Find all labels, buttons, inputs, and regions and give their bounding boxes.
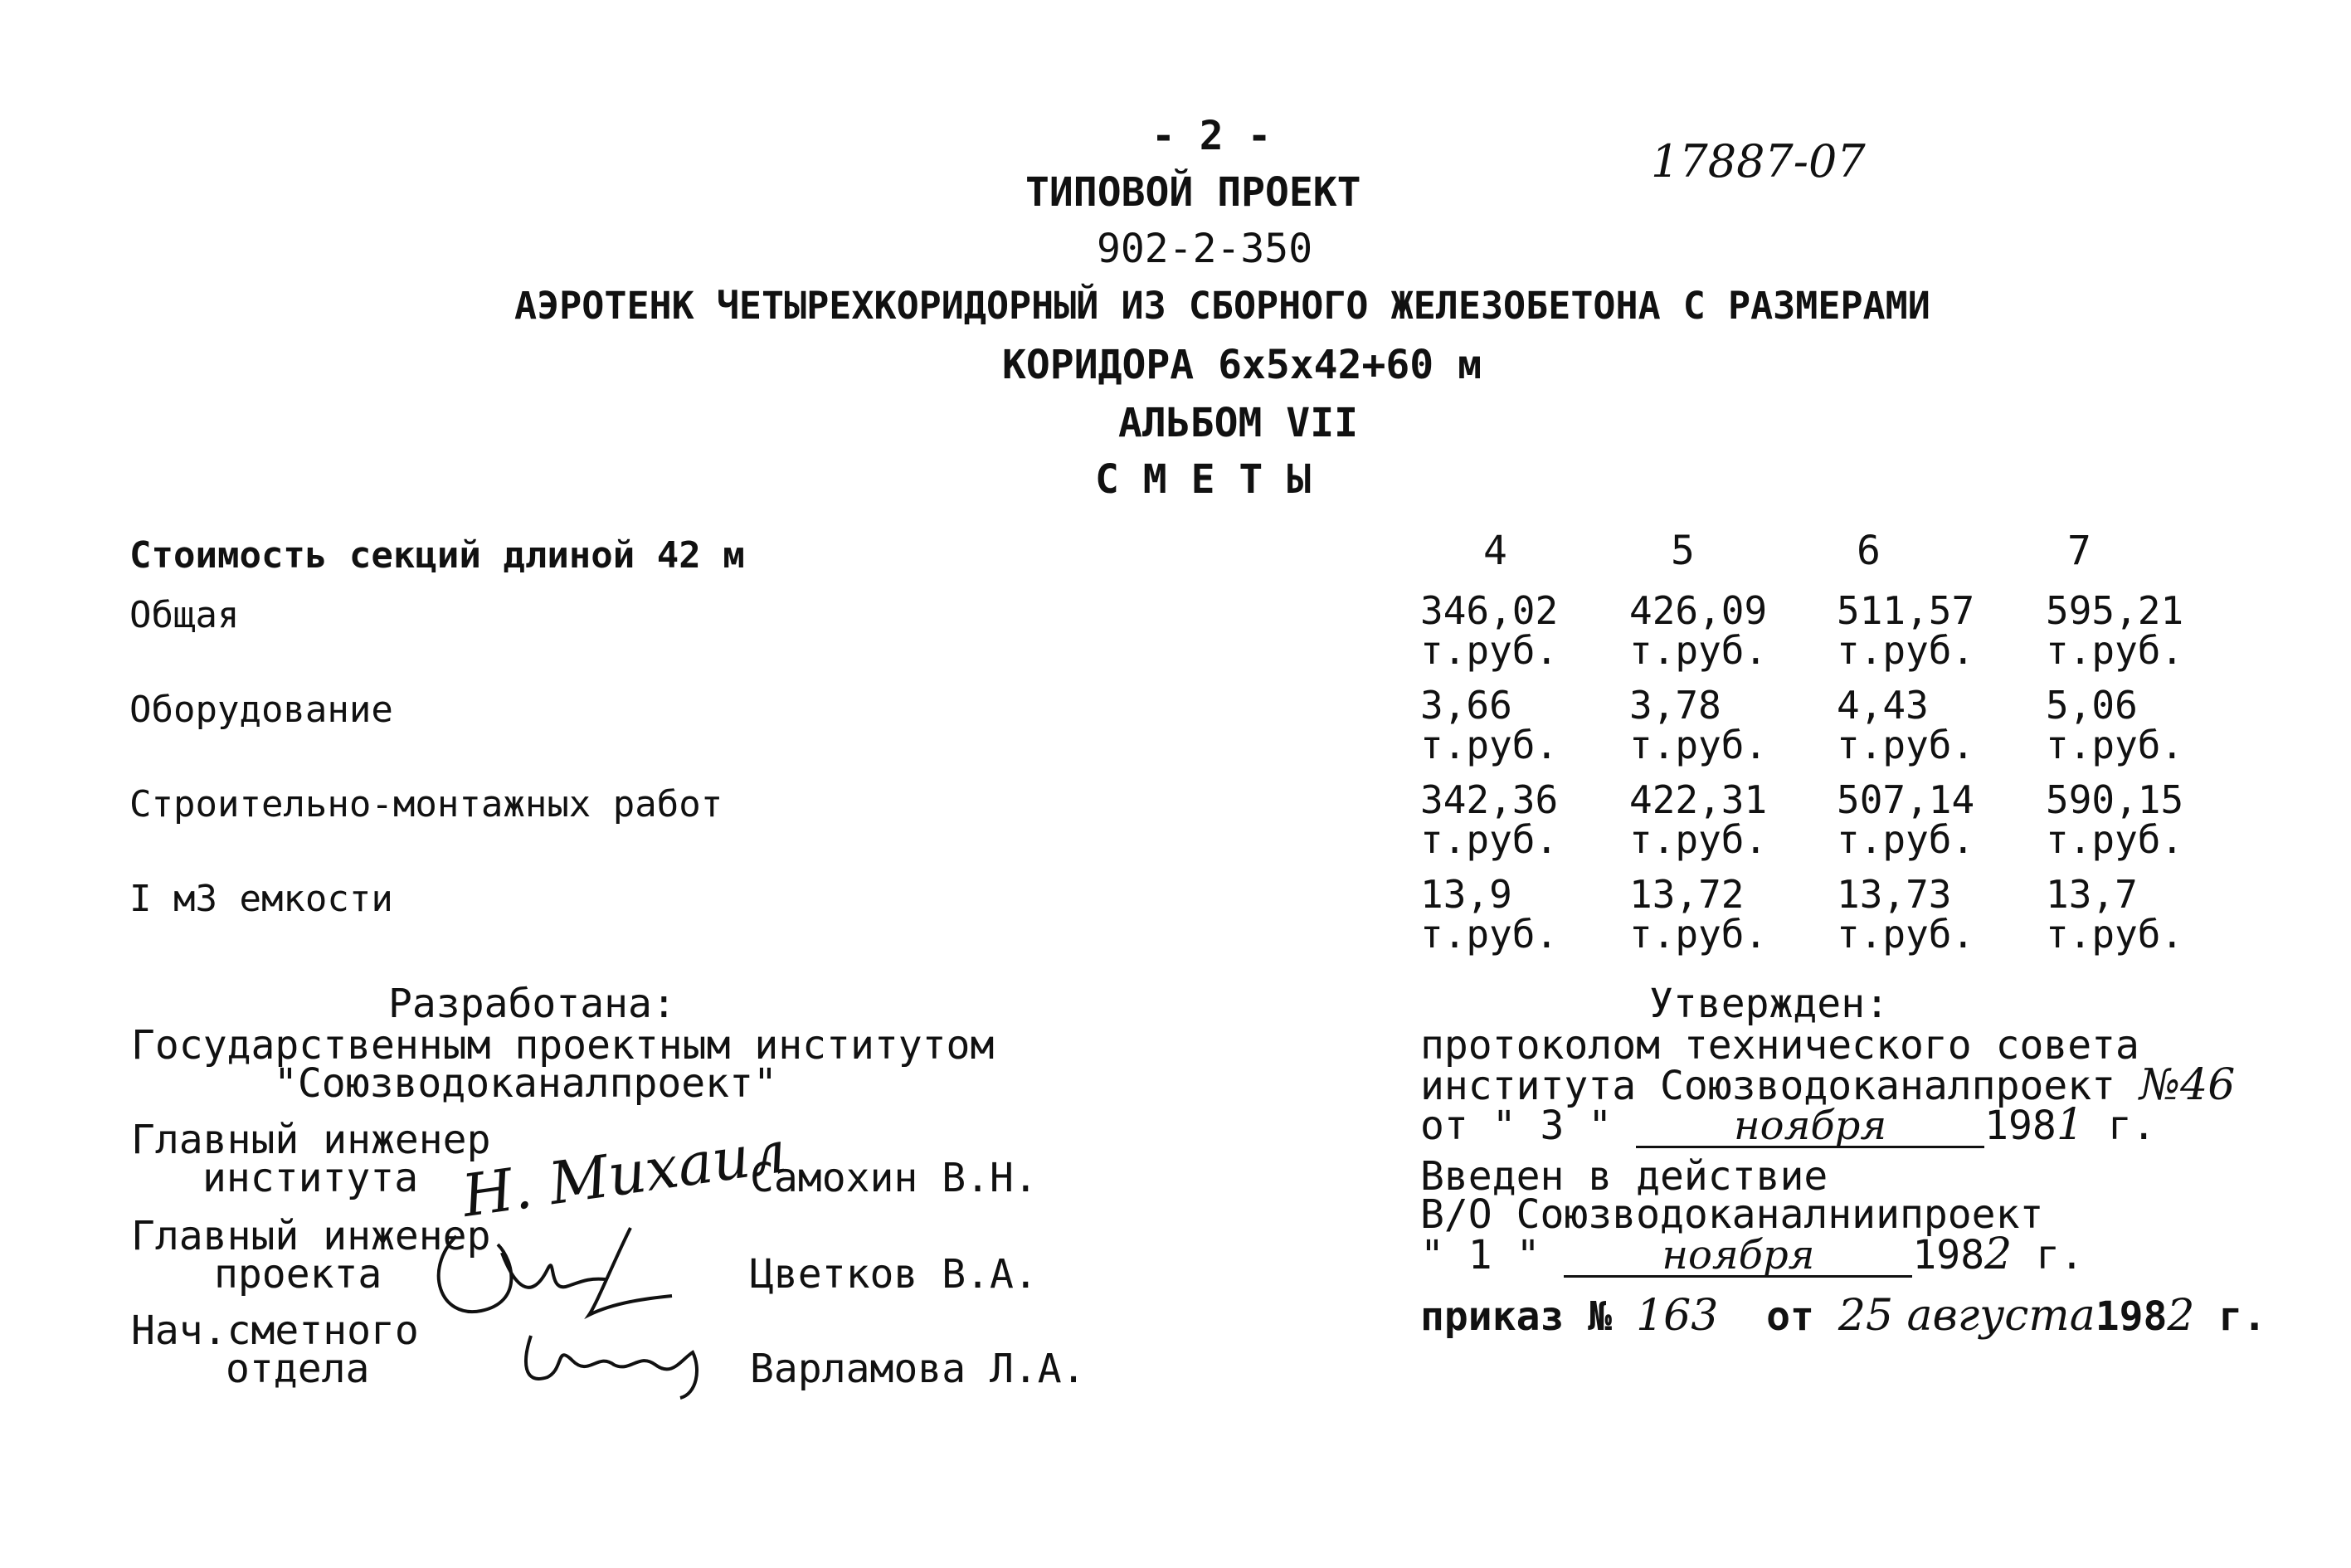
role-label: проекта (214, 1251, 382, 1298)
table-cell: 3,78 т.руб. (1629, 683, 1768, 767)
document-number: 17887-07 (1651, 135, 1866, 187)
person-name: Варламова Л.А. (750, 1346, 1086, 1392)
column-header: 6 (1857, 528, 1881, 574)
order-number: 163 (1636, 1291, 1719, 1341)
role-label: Главный инженер (131, 1117, 491, 1163)
table-cell: 4,43 т.руб. (1837, 683, 1975, 767)
project-code: 902-2-350 (1097, 226, 1313, 272)
column-header: 7 (2067, 528, 2091, 574)
developed-org-line1: Государственным проектным институтом (131, 1022, 995, 1069)
enacted-date-line: " 1 " ноября 1982 г. (1420, 1230, 2084, 1279)
row-label: I м3 емкости (129, 878, 393, 920)
row-label: Строительно-монтажных работ (129, 783, 723, 825)
section-title: С М Е Т Ы (1095, 456, 1312, 503)
row-label: Общая (129, 594, 240, 636)
order-line: приказ № 163 от 25 августа1982 г. (1420, 1291, 2267, 1341)
person-name: Самохин В.Н. (750, 1155, 1038, 1201)
row-label: Оборудование (129, 689, 393, 731)
signature-image (423, 1220, 705, 1327)
signature-image (514, 1319, 713, 1402)
approved-line2: института Союзводоканалпроект №46 (1420, 1060, 2236, 1110)
role-label: отдела (226, 1346, 370, 1392)
column-header: 5 (1671, 528, 1695, 574)
role-label: Главный инженер (131, 1213, 491, 1259)
handwritten-month: ноября (1636, 1106, 1984, 1148)
order-date: 25 августа (1837, 1291, 2095, 1341)
signature: Н. Михаил (458, 1118, 791, 1230)
table-cell: 422,31 т.руб. (1629, 777, 1768, 862)
table-cell: 13,73 т.руб. (1837, 872, 1975, 957)
table-cell: 511,57 т.руб. (1837, 588, 1975, 673)
person-name: Цветков В.А. (750, 1251, 1038, 1298)
approved-heading: Утвержден: (1649, 981, 1889, 1027)
table-cell: 342,36 т.руб. (1420, 777, 1559, 862)
cost-table-heading: Стоимость секций длиной 42 м (129, 534, 745, 577)
protocol-number: №46 (2139, 1060, 2236, 1110)
developed-org-line2: "Союзводоканалпроект" (274, 1060, 777, 1107)
table-cell: 346,02 т.руб. (1420, 588, 1559, 673)
table-cell: 13,72 т.руб. (1629, 872, 1768, 957)
table-cell: 3,66 т.руб. (1420, 683, 1559, 767)
developed-heading: Разработана: (388, 981, 676, 1027)
table-cell: 595,21 т.руб. (2046, 588, 2184, 673)
role-label: Нач.сметного (131, 1307, 419, 1354)
table-cell: 507,14 т.руб. (1837, 777, 1975, 862)
table-cell: 5,06 т.руб. (2046, 683, 2184, 767)
enacted-heading: Введен в действие (1420, 1153, 1828, 1200)
approved-date-line: от " 3 " ноября 1981 г. (1420, 1100, 2156, 1150)
document-title-line2: КОРИДОРА 6х5х42+60 м (1002, 342, 1482, 388)
album-label: АЛЬБОМ VII (1118, 400, 1358, 446)
table-cell: 590,15 т.руб. (2046, 777, 2184, 862)
document-title-line1: АЭРОТЕНК ЧЕТЫРЕХКОРИДОРНЫЙ ИЗ СБОРНОГО ЖЕЛЕЗОБЕТОНА С РАЗМЕРАМИ (514, 284, 1930, 328)
approved-line1: протоколом технического совета (1420, 1022, 2139, 1069)
table-cell: 426,09 т.руб. (1629, 588, 1768, 673)
project-type: ТИПОВОЙ ПРОЕКТ (1025, 169, 1361, 216)
table-cell: 13,9 т.руб. (1420, 872, 1559, 957)
column-header: 4 (1483, 528, 1507, 574)
page-number: - 2 - (1151, 113, 1272, 159)
enacted-org: В/О Союзводоканалниипроект (1420, 1191, 2044, 1238)
table-cell: 13,7 т.руб. (2046, 872, 2184, 957)
role-label: института (202, 1155, 419, 1201)
handwritten-month: ноября (1564, 1235, 1912, 1278)
